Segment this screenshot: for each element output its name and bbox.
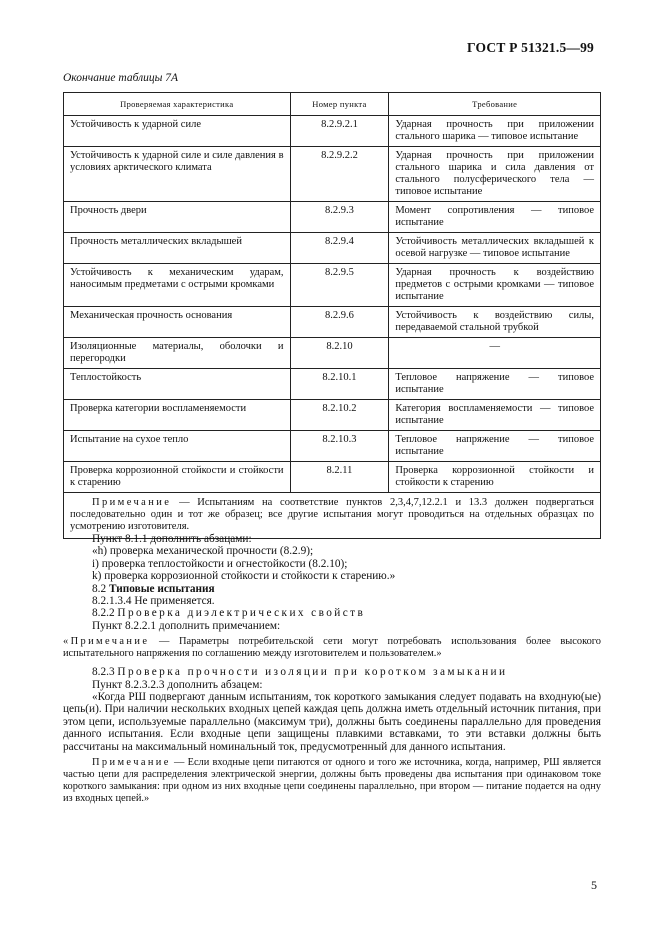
characteristic-cell: Проверка категории воспламеняемости <box>64 400 291 431</box>
table-row <box>64 400 601 431</box>
note-text: — Параметры потребительской сети могут потребовать использования более высокого испытательного напряжения по соглашению между изготовителем и пользователем.» <box>63 636 601 660</box>
characteristic-cell: Прочность двери <box>64 202 291 233</box>
paragraph: 8.2.1.3.4 Не применяется. <box>92 595 215 608</box>
table-row <box>64 307 601 338</box>
characteristic-cell: Испытание на сухое тепло <box>64 431 291 462</box>
table-row <box>64 233 601 264</box>
table-note <box>64 493 601 539</box>
paragraph: Пункт 8.2.3.2.3 дополнить абзацем: <box>92 678 263 691</box>
clause-number-cell: 8.2.10.2 <box>290 400 389 431</box>
section-title: Типовые испытания <box>108 582 215 595</box>
table-row <box>64 116 601 147</box>
section-heading <box>92 607 601 619</box>
clause-number-cell: 8.2.9.4 <box>290 233 389 264</box>
clause-number-cell: 8.2.9.2.1 <box>290 116 389 147</box>
note-label: «Примечание <box>63 636 150 648</box>
clause-number-cell: 8.2.10 <box>290 338 389 369</box>
requirements-table <box>63 92 601 539</box>
requirement-cell: Устойчивость металлических вкладышей к осевой нагрузке — типовое испытание <box>389 233 601 264</box>
section-title: Проверка прочности изоляции при коротком замыкании <box>117 666 508 679</box>
clause-number-cell: 8.2.11 <box>290 462 389 493</box>
characteristic-cell: Устойчивость к механическим ударам, наносимым предметами с острыми кромками <box>64 264 291 307</box>
clause-number-cell: 8.2.9.3 <box>290 202 389 233</box>
clause-number-cell: 8.2.9.6 <box>290 307 389 338</box>
section-title: Проверка диэлектрических свойств <box>117 607 366 620</box>
table-caption: Окончание таблицы 7А <box>63 72 179 84</box>
characteristic-cell: Прочность металлических вкладышей <box>64 233 291 264</box>
clause-number-cell: 8.2.9.5 <box>290 264 389 307</box>
page-number: 5 <box>591 878 597 892</box>
column-header: Проверяемая характеристика <box>64 93 291 116</box>
paragraph: «Когда РШ подвергают данным испытаниям, ток короткого замыкания следует подавать на входную(ые) цепь(и). При наличии нескольких входных цепей каждая цепь должна иметь отдельный источник питания, при этом цепи, используемые параллельно (максимум три), должны быть соединены параллельно для проведения данного испытания. Если входные цепи защищены плавкими вставками, то эти вставки должны быть рассчитаны на максимальный номинальный ток, предусмотренный для данного испытания. <box>63 691 601 753</box>
characteristic-cell: Проверка коррозионной стойкости и стойкости к старению <box>64 462 291 493</box>
characteristic-cell: Устойчивость к ударной силе <box>64 116 291 147</box>
section-number: 8.2.3 <box>92 666 115 679</box>
note-paragraph <box>63 757 601 805</box>
table-row <box>64 202 601 233</box>
clause-number-cell: 8.2.10.3 <box>290 431 389 462</box>
requirement-cell: Устойчивость к воздействию силы, передаваемой стальной трубкой <box>389 307 601 338</box>
requirement-cell: Проверка коррозионной стойкости и стойкости к старению <box>389 462 601 493</box>
note-label: Примечание <box>92 757 171 769</box>
requirement-cell: — <box>389 338 601 369</box>
table-row <box>64 431 601 462</box>
note-label: Примечание <box>92 497 172 508</box>
characteristic-cell: Изоляционные материалы, оболочки и перегородки <box>64 338 291 369</box>
note-paragraph <box>63 636 601 660</box>
clause-number-cell: 8.2.10.1 <box>290 369 389 400</box>
requirement-cell: Ударная прочность при приложении стального шарика и сила давления от стального полусферического тела — типовое испытание <box>389 147 601 202</box>
table-header-row <box>64 93 601 116</box>
table-row <box>64 462 601 493</box>
table-row <box>64 147 601 202</box>
list-item: «h) проверка механической прочности (8.2.9); <box>92 545 314 558</box>
table-row <box>64 369 601 400</box>
paragraph: Пункт 8.2.2.1 дополнить примечанием: <box>92 619 281 632</box>
note-text: — Испытаниям на соответствие пунктов 2,3,4,7,12.2.1 и 13.3 должен подвергаться последовательно один и тот же образец; все другие испытания могут проводиться на отдельных образцах по усмотрению изготовителя. <box>70 497 594 532</box>
standard-header: ГОСТ Р 51321.5—99 <box>467 40 594 55</box>
note-text: — Если входные цепи питаются от одного и того же источника, когда, например, РШ является частью цепи для распределения электрической энергии, должны быть проведены два испытания при одинаковом токе короткого замыкания: при одном из них входные цепи соединены параллельно, при втором — питание подается на одну из входных цепей.» <box>63 757 601 805</box>
paragraph: Пункт 8.1.1 дополнить абзацами: <box>92 533 252 545</box>
section-heading <box>92 583 601 595</box>
list-item: k) проверка коррозионной стойкости и стойкости к старению.» <box>92 570 396 583</box>
column-header: Требование <box>389 93 601 116</box>
requirement-cell: Тепловое напряжение — типовое испытание <box>389 369 601 400</box>
characteristic-cell: Механическая прочность основания <box>64 307 291 338</box>
characteristic-cell: Устойчивость к ударной силе и силе давления в условиях арктического климата <box>64 147 291 202</box>
table-note-row <box>64 493 601 539</box>
table-row <box>64 338 601 369</box>
requirement-cell: Ударная прочность к воздействию предметов с острыми кромками — типовое испытание <box>389 264 601 307</box>
table-row <box>64 264 601 307</box>
clause-number-cell: 8.2.9.2.2 <box>290 147 389 202</box>
requirement-cell: Категория воспламеняемости — типовое испытание <box>389 400 601 431</box>
characteristic-cell: Теплостойкость <box>64 369 291 400</box>
list-item: i) проверка теплостойкости и огнестойкости (8.2.10); <box>92 557 348 570</box>
requirement-cell: Тепловое напряжение — типовое испытание <box>389 431 601 462</box>
body-text <box>63 533 601 805</box>
section-heading <box>92 666 601 678</box>
section-number: 8.2.2 <box>92 607 115 620</box>
requirement-cell: Момент сопротивления — типовое испытание <box>389 202 601 233</box>
column-header: Номер пункта <box>290 93 389 116</box>
section-number: 8.2 <box>92 582 107 595</box>
requirement-cell: Ударная прочность при приложении стального шарика — типовое испытание <box>389 116 601 147</box>
